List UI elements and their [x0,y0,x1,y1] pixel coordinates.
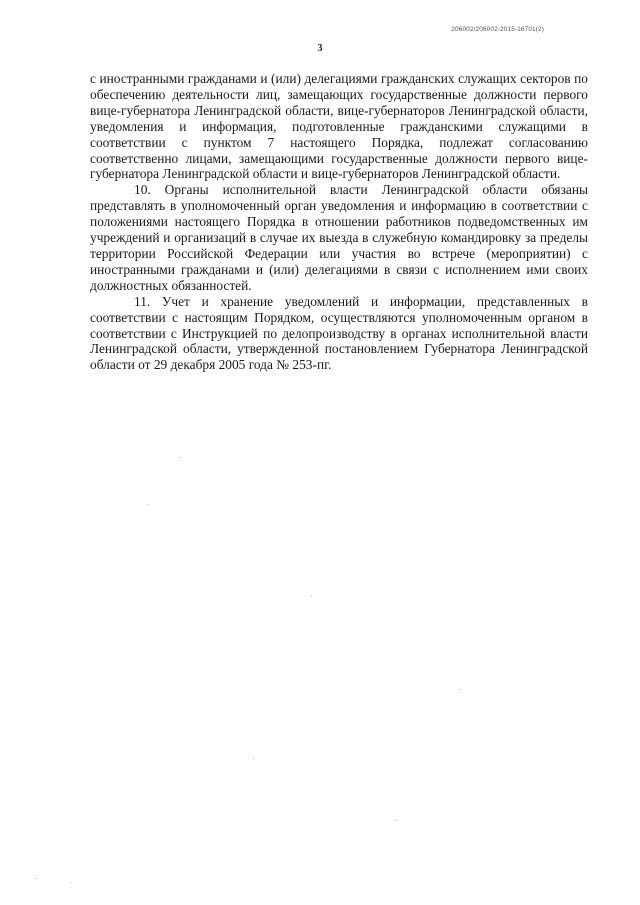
paragraph-continuation: с иностранными гражданами и (или) делегациями гражданских служащих секторов по обеспечению деятельности лиц, замещающих государственные должности первого вице-губернатора Ленинградской области, вице-губернаторов Ленинградской области, уведомления и информация, подготовленные гражданскими служащими в соответствии с пунктом 7 настоящего Порядка, подлежат согласованию соответственно лицами, замещающими государственные должности первого вице-губернатора Ленинградской области и вице-губернаторов Ленинградской области. [90,71,588,182]
scan-speck [179,457,180,458]
paragraph-11: 11. Учет и хранение уведомлений и информации, представленных в соответствии с настоящим Порядком, осуществляются уполномоченным органом в соответствии с Инструкцией по делопроизводству в органах исполнительной власти Ленинградской области, утвержденной постановлением Губернатора Ленинградской области от 29 декабря 2005 года № 253-пг. [90,293,588,373]
scan-speck [311,596,312,597]
scan-speck [36,878,37,879]
paragraph-10: 10. Органы исполнительной власти Ленинградской области обязаны представлять в уполномоченный орган уведомления и информацию в соответствии с положениями настоящего Порядка в отношении работников подведомственных им учреждений и организаций в случае их выезда в служебную командировку за пределы территории Российской Федерации или участия во встрече (мероприятии) с иностранными гражданами и (или) делегациями в связи с исполнением ими своих должностных обязанностей. [90,182,588,293]
page-number: 3 [317,43,323,54]
scan-speck [253,758,254,759]
scan-speck [70,882,71,883]
scan-speck [396,820,397,821]
document-id: 206002/206002-2015-16701(2) [451,26,544,33]
scan-speck [148,504,149,505]
scan-speck [459,689,460,690]
document-body [90,71,588,373]
